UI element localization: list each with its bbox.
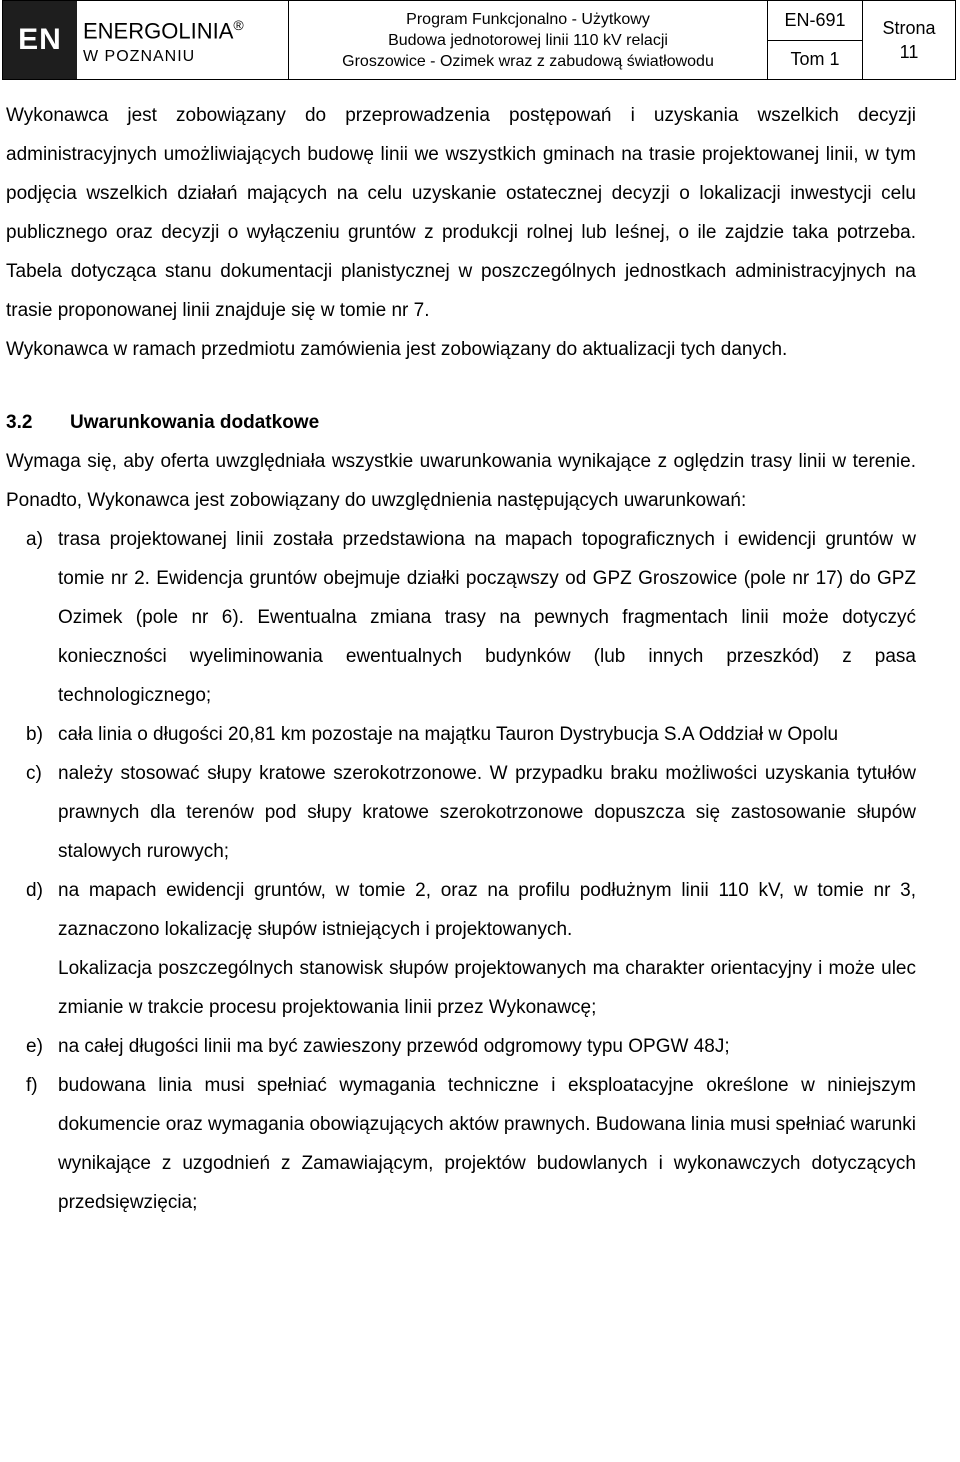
list-item [6,520,916,715]
list-item [6,871,916,1027]
list-marker: c) [26,763,42,784]
page-number: 11 [899,42,919,62]
company-block [77,1,289,79]
page-number-block [863,1,955,79]
section-title: Uwarunkowania dodatkowe [70,412,320,433]
page-label: Strona [882,18,936,38]
program-line-3: Groszowice - Ozimek wraz z zabudową światłowodu [342,52,714,70]
list-marker: b) [26,724,43,745]
list-marker: e) [26,1036,43,1057]
list-marker: a) [26,529,43,550]
list-item-text: budowana linia musi spełniać wymagania techniczne i eksploatacyjne określone w niniejszym dokumencie oraz wymagania obowiązujących aktów prawnych. Budowana linia musi spełniać warunki wynikające z uzgodnień z Zamawiającym, projektów budowlanych i wykonawczych dotyczących przedsięwzięcia; [58,1075,916,1213]
company-name: ENERGOLINIA [83,18,234,44]
registered-mark: ® [233,16,244,33]
conditions-list [6,520,916,1222]
program-title-block [289,1,768,79]
document-code: EN-691 [768,1,862,41]
list-item-text: cała linia o długości 20,81 km pozostaje na majątku Tauron Dystrybucja S.A Oddział w Opolu [58,724,839,745]
list-item-extra-text: Lokalizacja poszczególnych stanowisk słupów projektowanych ma charakter orientacyjny i może ulec zmianie w trakcie procesu projektowania linii przez Wykonawcę; [58,958,916,1018]
list-item [6,715,916,754]
list-item-text: na całej długości linii ma być zawieszony przewód odgromowy typu OPGW 48J; [58,1036,730,1057]
section-paragraph: Wymaga się, aby oferta uwzględniała wszystkie uwarunkowania wynikające z oględzin trasy linii w terenie. Ponadto, Wykonawca jest zobowiązany do uwzględnienia następujących uwarunkowań: [6,451,916,511]
update-paragraph: Wykonawca w ramach przedmiotu zamówienia jest zobowiązany do aktualizacji tych danych. [6,339,788,360]
list-marker: d) [26,880,43,901]
company-logo [3,1,77,79]
intro-paragraph: Wykonawca jest zobowiązany do przeprowadzenia postępowań i uzyskania wszelkich decyzji administracyjnych umożliwiających budowę linii we wszystkich gminach na trasie projektowanej linii, w tym podjęcia wszelkich działań mających na celu uzyskanie ostatecznej decyzji o lokalizacji inwestycji celu publicznego oraz decyzji o wyłączeniu gruntów z produkcji rolnej lub leśnej, o ile zajdzie taka potrzeba. Tabela dotycząca stanu dokumentacji planistycznej w poszczególnych jednostkach administracyjnych na trasie proponowanej linii znajduje się w tomie nr 7. [6,105,916,321]
section-heading [6,403,916,442]
list-marker: f) [26,1075,38,1096]
company-city: W POZNANIU [83,48,196,66]
section-number: 3.2 [6,412,33,433]
document-body [6,96,916,1222]
volume-label: Tom 1 [790,49,840,70]
list-item-text: na mapach ewidencji gruntów, w tomie 2, oraz na profilu podłużnym linii 110 kV, w tomie nr 3, zaznaczono lokalizację słupów istniejących i projektowanych. [58,880,916,940]
program-line-1: Program Funkcjonalno - Użytkowy [406,10,650,28]
list-item-text: trasa projektowanej linii została przedstawiona na mapach topograficznych i ewidencji gruntów w tomie nr 2. Ewidencja gruntów obejmuje działki począwszy od GPZ Groszowice (pole nr 17) do GPZ Ozimek (pole nr 6). Ewentualna zmiana trasy na pewnych fragmentach linii może dotyczyć konieczności wyeliminowania ewentualnych budynków (lub innych przeszkód) z pasa technologicznego; [58,529,916,706]
document-id-block [768,1,863,79]
list-item [6,1066,916,1222]
list-item [6,754,916,871]
program-line-2: Budowa jednotorowej linii 110 kV relacji [388,31,668,49]
list-item-text: należy stosować słupy kratowe szerokotrzonowe. W przypadku braku możliwości uzyskania tytułów prawnych dla terenów pod słupy kratowe szerokotrzonowe dopuszcza się zastosowanie słupów stalowych rurowych; [58,763,916,862]
list-item [6,1027,916,1066]
document-header [2,0,956,80]
logo-text: EN [18,23,62,56]
